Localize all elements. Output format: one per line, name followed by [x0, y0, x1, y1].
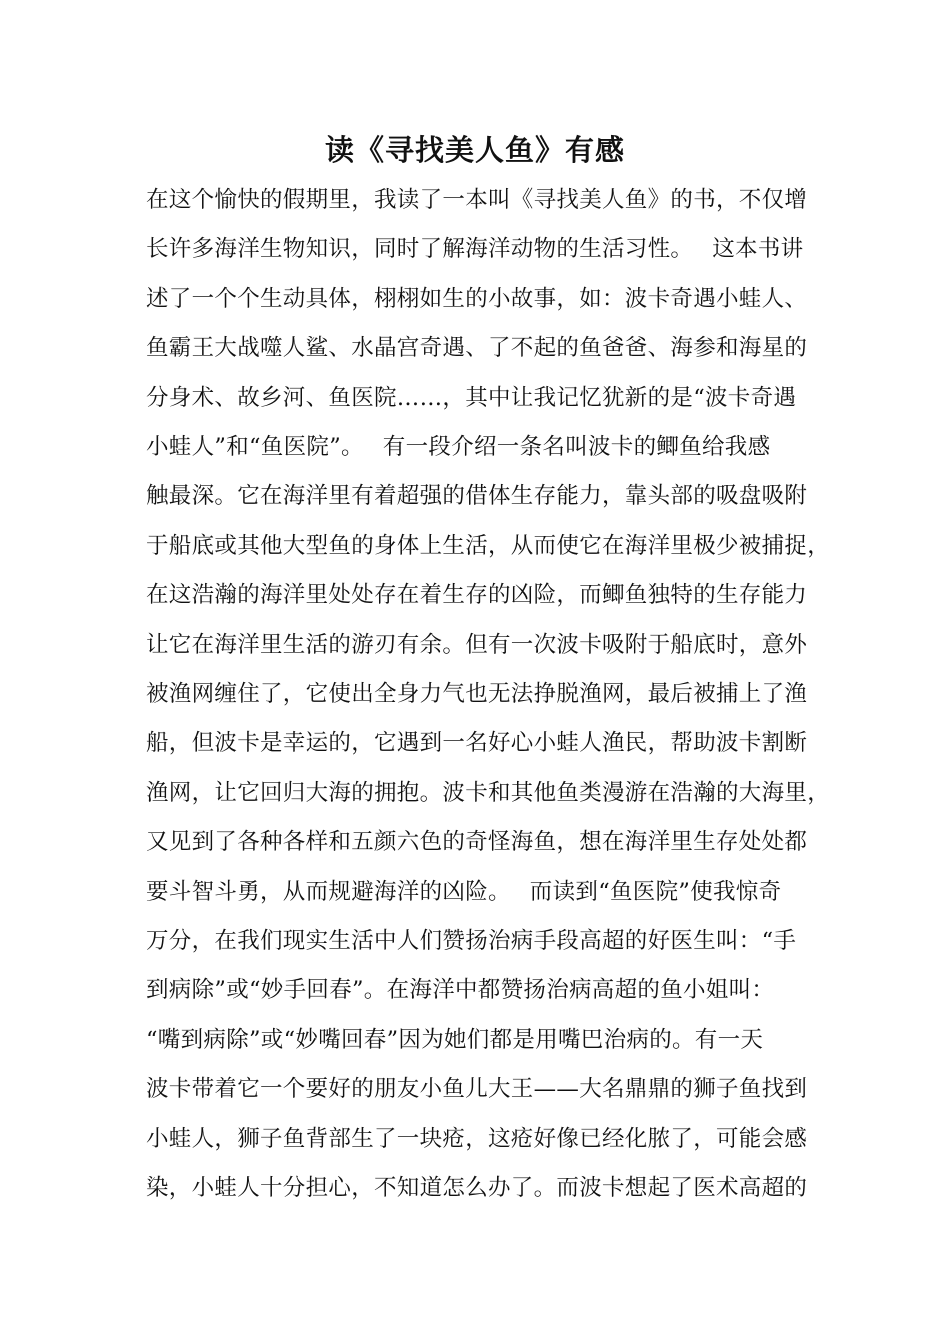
text-line: 于船底或其他大型鱼的身体上生活，从而使它在海洋里极少被捕捉， — [146, 532, 831, 559]
text-line: 被渔网缠住了，它使出全身力气也无法挣脱渔网，最后被捕上了渔 — [146, 681, 808, 707]
text-line: 述了一个个生动具体，栩栩如生的小故事，如：波卡奇遇小蛙人、 — [146, 285, 808, 312]
text-line: 万分，在我们现实生活中人们赞扬治病手段高超的好医生叫：“手 — [146, 928, 797, 954]
text-line: 到病除”或“妙手回春”。在海洋中都赞扬治病高超的鱼小姐叫： — [146, 977, 775, 1004]
page-title: 读《寻找美人鱼》有感 — [324, 133, 625, 167]
text-line: 染，小蛙人十分担心，不知道怎么办了。而波卡想起了医术高超的 — [146, 1175, 808, 1201]
text-line: 长许多海洋生物知识，同时了解海洋动物的生活习性。 这本书讲 — [146, 236, 804, 263]
text-line: 波卡带着它一个要好的朋友小鱼儿大王——大名鼎鼎的狮子鱼找到 — [146, 1076, 808, 1103]
text-line: 又见到了各种各样和五颜六色的奇怪海鱼，想在海洋里生存处处都 — [146, 829, 808, 856]
text-line: 要斗智斗勇，从而规避海洋的凶险。 而读到“鱼医院”使我惊奇 — [146, 878, 782, 905]
text-line: 在这浩瀚的海洋里处处存在着生存的凶险，而鲫鱼独特的生存能力 — [146, 582, 808, 609]
text-line: 小蛙人，狮子鱼背部生了一块疮，这疮好像已经化脓了，可能会感 — [146, 1125, 808, 1152]
text-line: “嘴到病除”或“妙嘴回春”因为她们都是用嘴巴治病的。有一天 — [146, 1026, 764, 1053]
text-line: 触最深。它在海洋里有着超强的借体生存能力，靠头部的吸盘吸附 — [146, 483, 808, 510]
text-line: 小蛙人”和“鱼医院”。 有一段介绍一条名叫波卡的鲫鱼给我感 — [146, 434, 771, 460]
text-line: 渔网，让它回归大海的拥抱。波卡和其他鱼类漫游在浩瀚的大海里， — [146, 779, 831, 806]
text-line: 鱼霸王大战噬人鲨、水晶宫奇遇、了不起的鱼爸爸、海参和海星的 — [146, 335, 808, 362]
text-line: 船，但波卡是幸运的，它遇到一名好心小蛙人渔民，帮助波卡割断 — [146, 730, 808, 757]
text-line: 让它在海洋里生活的游刃有余。但有一次波卡吸附于船底时，意外 — [146, 631, 808, 658]
text-line: 分身术、故乡河、鱼医院……，其中让我记忆犹新的是“波卡奇遇 — [146, 384, 797, 411]
text-line: 在这个愉快的假期里，我读了一本叫《寻找美人鱼》的书，不仅增 — [146, 187, 808, 213]
